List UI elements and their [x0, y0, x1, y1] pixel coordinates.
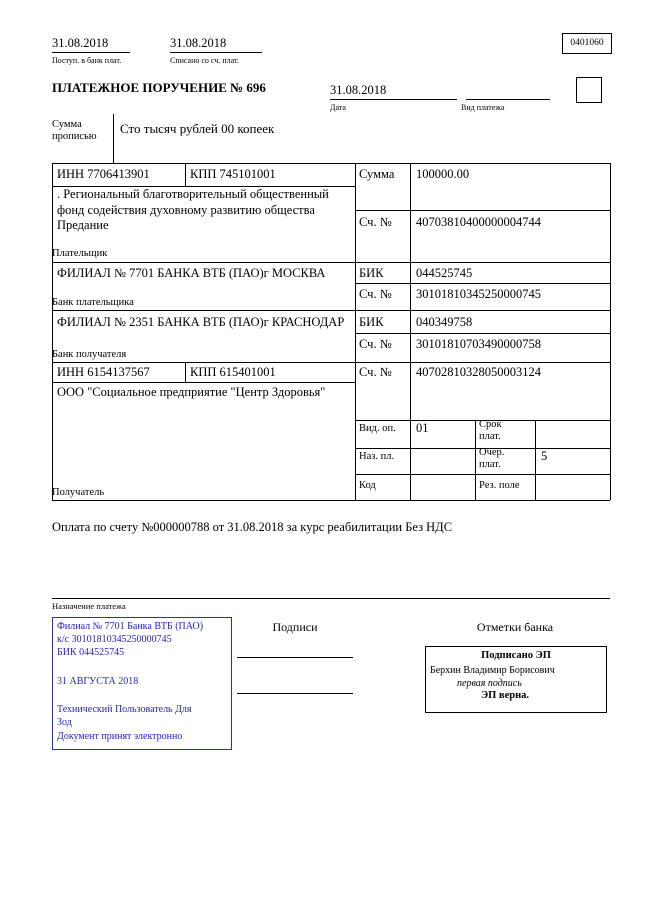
payee-label: Получатель [52, 487, 105, 498]
payer-label: Плательщик [52, 248, 108, 259]
vid-op-label: Вид. оп. [359, 423, 396, 434]
payee-name: ООО "Социальное предприятие "Центр Здоровья" [57, 385, 326, 399]
table-border [52, 382, 355, 383]
payee-bank-bik-label: БИК [359, 315, 384, 329]
payer-bank-account-label: Сч. № [359, 287, 392, 301]
purpose-underline [52, 598, 610, 599]
stamp-corr-account: к/с 30101810345250000745 [57, 634, 172, 645]
bank-marks-label: Отметки банка [476, 620, 554, 634]
stamp-bik: БИК 044525745 [57, 647, 125, 658]
payment-type-underline [466, 99, 550, 100]
eds-signer-name: Берхин Владимир Борисович [430, 665, 555, 676]
payee-bank-account-label: Сч. № [359, 337, 392, 351]
signature-line-1 [237, 657, 353, 658]
signature-line-2 [237, 693, 353, 694]
payer-kpp: КПП 745101001 [190, 167, 276, 181]
payee-bank-bik: 040349758 [416, 315, 473, 329]
date-debited-label: Списано со сч. плат. [170, 56, 239, 65]
payment-purpose-text: Оплата по счету №000000788 от 31.08.2018 за курс реабилитации Без НДС [52, 520, 453, 534]
document-title: ПЛАТЕЖНОЕ ПОРУЧЕНИЕ № 696 [52, 80, 266, 95]
table-border [52, 262, 610, 263]
date-underline [330, 99, 457, 100]
rez-pole-label: Рез. поле [479, 480, 520, 491]
table-border [52, 362, 610, 363]
document-date: 31.08.2018 [330, 83, 387, 97]
table-border [355, 163, 356, 500]
payer-bank-account: 30101810345250000745 [416, 287, 541, 301]
payee-inn: ИНН 6154137567 [57, 365, 150, 379]
table-border [475, 420, 476, 500]
payee-account-label: Сч. № [359, 365, 392, 379]
date-debited: 31.08.2018 [170, 36, 227, 50]
vid-op-value: 01 [416, 421, 429, 435]
payee-bank-name: ФИЛИАЛ № 2351 БАНКА ВТБ (ПАО)г КРАСНОДАР [57, 315, 345, 329]
payee-kpp: КПП 615401001 [190, 365, 276, 379]
amount-label: Сумма [359, 167, 395, 181]
table-border [355, 474, 610, 475]
payee-bank-account: 30101810703490000758 [416, 337, 541, 351]
table-border [355, 333, 610, 334]
payee-account: 40702810328050003124 [416, 365, 541, 379]
payer-name: . Региональный благотворительный общественный фонд содействия духовному развитию общества Предание [57, 187, 329, 232]
table-border [410, 163, 411, 500]
ocher-plat-label: Очер. плат. [479, 447, 505, 470]
stamp-operator: Технический Пользователь Для Зод [57, 704, 192, 728]
table-border [610, 163, 611, 500]
payer-bank-label: Банк плательщика [52, 297, 134, 308]
stamp-accepted: Документ принят электронно [57, 731, 183, 742]
table-border [185, 362, 186, 382]
date-received-underline [52, 52, 130, 53]
table-border [535, 420, 536, 500]
stamp-bank-name: Филиал № 7701 Банка ВТБ (ПАО) [57, 621, 204, 632]
date-received-label: Поступ. в банк плат. [52, 56, 122, 65]
ocher-plat-value: 5 [541, 449, 548, 463]
payer-inn: ИНН 7706413901 [57, 167, 150, 181]
date-debited-underline [170, 52, 262, 53]
amount-words-value: Сто тысяч рублей 00 копеек [120, 121, 275, 136]
table-border [185, 163, 186, 186]
date-received: 31.08.2018 [52, 36, 109, 50]
table-border [52, 163, 610, 164]
naz-pl-label: Наз. пл. [359, 451, 395, 462]
eds-signed-title: Подписано ЭП [481, 650, 551, 661]
payer-bank-bik: 044525745 [416, 266, 473, 280]
eds-verified: ЭП верна. [481, 690, 530, 701]
date-label: Дата [330, 103, 346, 112]
payer-account-label: Сч. № [359, 215, 392, 229]
kod-label: Код [359, 480, 376, 491]
table-border [52, 500, 610, 501]
table-border [52, 310, 610, 311]
table-border [355, 283, 610, 284]
payment-purpose-label: Назначение платежа [52, 601, 126, 611]
stamp-date: 31 АВГУСТА 2018 [57, 676, 139, 687]
amount-value: 100000.00 [416, 167, 470, 181]
payer-bank-name: ФИЛИАЛ № 7701 БАНКА ВТБ (ПАО)г МОСКВА [57, 266, 326, 280]
payer-account: 40703810400000004744 [416, 215, 541, 229]
payer-bank-bik-label: БИК [359, 266, 384, 280]
payment-type-box [576, 77, 602, 103]
signatures-label: Подписи [272, 620, 318, 634]
form-code-box: 0401060 [562, 33, 612, 54]
table-border [52, 163, 53, 500]
payment-type-label: Вид платежа [461, 103, 505, 112]
srok-plat-label: Срок плат. [479, 419, 502, 442]
table-border [355, 210, 610, 211]
amount-words-divider [113, 114, 114, 163]
amount-words-label: Сумма прописью [52, 119, 97, 142]
eds-signature-type: первая подпись [457, 678, 522, 689]
payee-bank-label: Банк получателя [52, 349, 127, 360]
